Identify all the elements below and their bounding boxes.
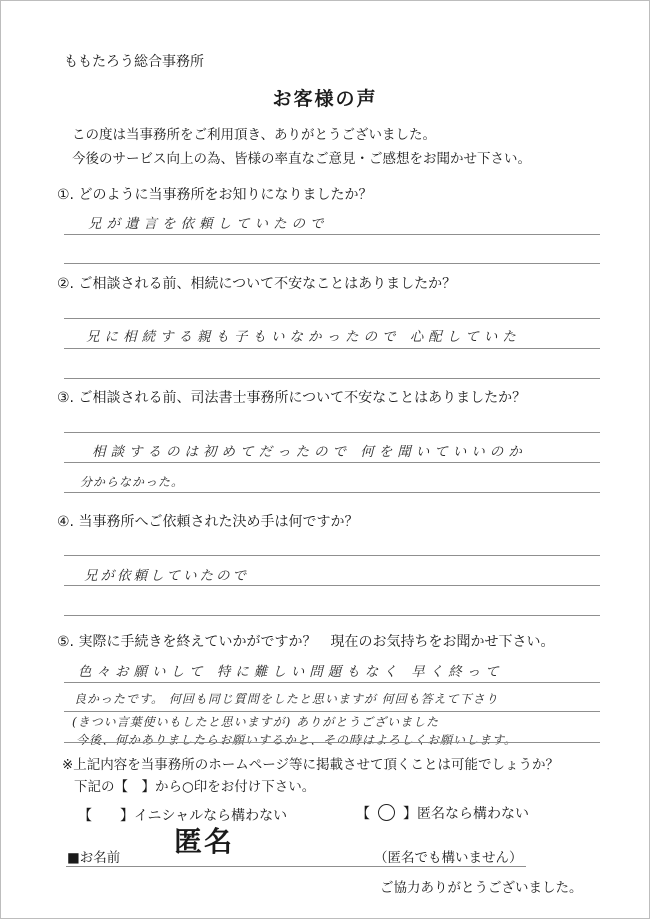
answer-rule [64,432,600,433]
answer-rule [64,585,600,586]
answer-1-line-1: 兄が遺言を依頼していたので [88,216,329,232]
question-3: ③. ご相談される前、司法書士事務所について不安なことはありましたか？ [57,390,527,406]
question-1: ①. どのように当事務所をお知りになりましたか？ [57,187,373,203]
answer-5-line-4: 今後、何かありましたらお願いするかと、その時はよろしくお願いします。 [76,733,518,747]
answer-rule [64,263,600,264]
answer-rule [64,555,600,556]
answer-rule [64,318,600,319]
anonymous-ok-note: （匿名でも構いません） [374,850,523,866]
answer-rule [64,682,600,683]
page-title: お客様の声 [272,88,378,110]
answer-rule [64,492,600,493]
question-2: ②. ご相談される前、相続について不安なことはありましたか？ [57,276,457,292]
answer-5-line-3: (きつい言葉使いもしたと思いますが) ありがとうございました [72,715,440,729]
answer-rule [64,348,600,349]
answer-2-line-1: 兄に相続する親も子もいなかったので 心配していた [86,329,521,345]
option-initials[interactable]: 【 】イニシャルなら構わない [78,808,288,824]
consent-line-2: 下記の【 】から○印をお付け下さい。 [74,779,316,795]
intro-line: この度は当事務所をご利用頂き、ありがとうございました。 [72,127,436,143]
office-name: ももたろう総合事務所 [64,54,204,70]
thanks-text: ご協力ありがとうございました。 [380,880,583,896]
answer-rule [64,742,600,743]
selected-circle-icon [378,804,395,821]
answer-3-line-1: 相談するのは初めてだったので 何を聞いていいのか [92,444,527,460]
intro-line: 今後のサービス向上の為、皆様の率直なご意見・ご感想をお聞かせ下さい。 [72,151,531,167]
name-value[interactable]: 匿名 [174,825,235,858]
question-5: ⑤. 実際に手続きを終えていかがですか？ 現在のお気持ちをお聞かせ下さい。 [57,634,555,650]
answer-rule [64,462,600,463]
answer-4-line-1: 兄が依頼していたので [84,568,249,584]
answer-5-line-1: 色々お願いして 特に難しい問題もなく 早く終って [78,664,504,680]
answer-rule [64,234,600,235]
answer-3-line-2: 分からなかった。 [80,475,185,489]
name-label: ■お名前 [67,850,121,866]
option-anonymous-close: 】匿名なら構わない [403,806,529,822]
answer-rule [64,378,600,379]
answer-5-line-2: 良かったです。 何回も同じ質問をしたと思いますが 何回も答えて下さり [74,692,499,706]
answer-rule [64,711,600,712]
name-rule [66,866,526,867]
consent-line-1: ※上記内容を当事務所のホームページ等に掲載させて頂くことは可能でしょうか？ [62,757,560,773]
question-4: ④. 当事務所へご依頼された決め手は何ですか？ [57,514,359,530]
answer-rule [64,615,600,616]
option-anonymous-open: 【 [356,806,370,822]
option-anonymous[interactable] [356,803,529,823]
